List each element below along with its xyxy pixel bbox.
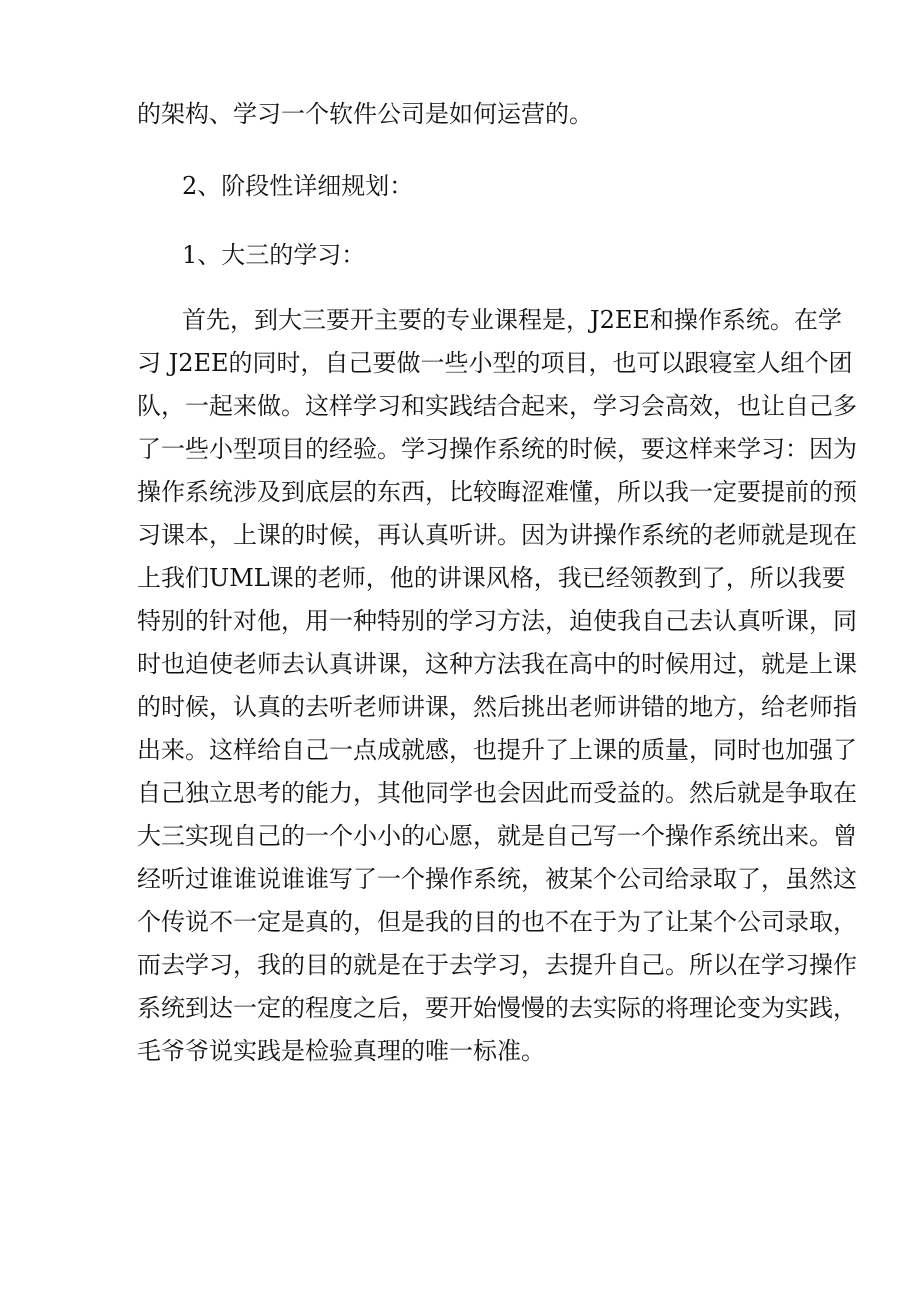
paragraph-line: 时也迫使老师去认真讲课，这种方法我在高中的时候用过，就是上课 bbox=[137, 650, 857, 678]
paragraph-line: 了一些小型项目的经验。学习操作系统的时候，要这样来学习：因为 bbox=[137, 435, 857, 463]
paragraph-line: 毛爷爷说实践是检验真理的唯一标准。 bbox=[137, 1037, 545, 1065]
paragraph-line: 而去学习，我的目的就是在于去学习，去提升自己。所以在学习操作 bbox=[137, 951, 857, 979]
paragraph-line: 系统到达一定的程度之后，要开始慢慢的去实际的将理论变为实践， bbox=[137, 994, 857, 1022]
paragraph-line: 队，一起来做。这样学习和实践结合起来，学习会高效，也让自己多 bbox=[137, 392, 857, 420]
paragraph-line: 习课本，上课的时候，再认真听讲。因为讲操作系统的老师就是现在 bbox=[137, 521, 857, 549]
paragraph-line: 出来。这样给自己一点成就感，也提升了上课的质量，同时也加强了 bbox=[137, 736, 857, 764]
paragraph-line: 上我们UML课的老师，他的讲课风格，我已经领教到了，所以我要 bbox=[137, 564, 846, 592]
paragraph-line: 习 J2EE的同时，自己要做一些小型的项目，也可以跟寝室人组个团 bbox=[137, 349, 853, 377]
paragraph-line: 特别的针对他，用一种特别的学习方法，迫使我自己去认真听课，同 bbox=[137, 607, 857, 635]
section-heading: 2、阶段性详细规划： bbox=[182, 172, 414, 200]
subsection-heading: 1、大三的学习： bbox=[182, 241, 366, 269]
paragraph-line: 的时候，认真的去听老师讲课，然后挑出老师讲错的地方，给老师指 bbox=[137, 693, 857, 721]
paragraph-line: 自己独立思考的能力，其他同学也会因此而受益的。然后就是争取在 bbox=[137, 779, 857, 807]
paragraph-line: 经听过谁谁说谁谁写了一个操作系统，被某个公司给录取了，虽然这 bbox=[137, 865, 857, 893]
paragraph-line: 操作系统涉及到底层的东西，比较晦涩难懂，所以我一定要提前的预 bbox=[137, 478, 857, 506]
paragraph-line: 个传说不一定是真的，但是我的目的也不在于为了让某个公司录取， bbox=[137, 908, 857, 936]
paragraph-line: 大三实现自己的一个小小的心愿，就是自己写一个操作系统出来。曾 bbox=[137, 822, 857, 850]
paragraph-line: 首先，到大三要开主要的专业课程是，J2EE和操作系统。在学 bbox=[182, 306, 842, 334]
continuation-line: 的架构、学习一个软件公司是如何运营的。 bbox=[137, 100, 593, 128]
